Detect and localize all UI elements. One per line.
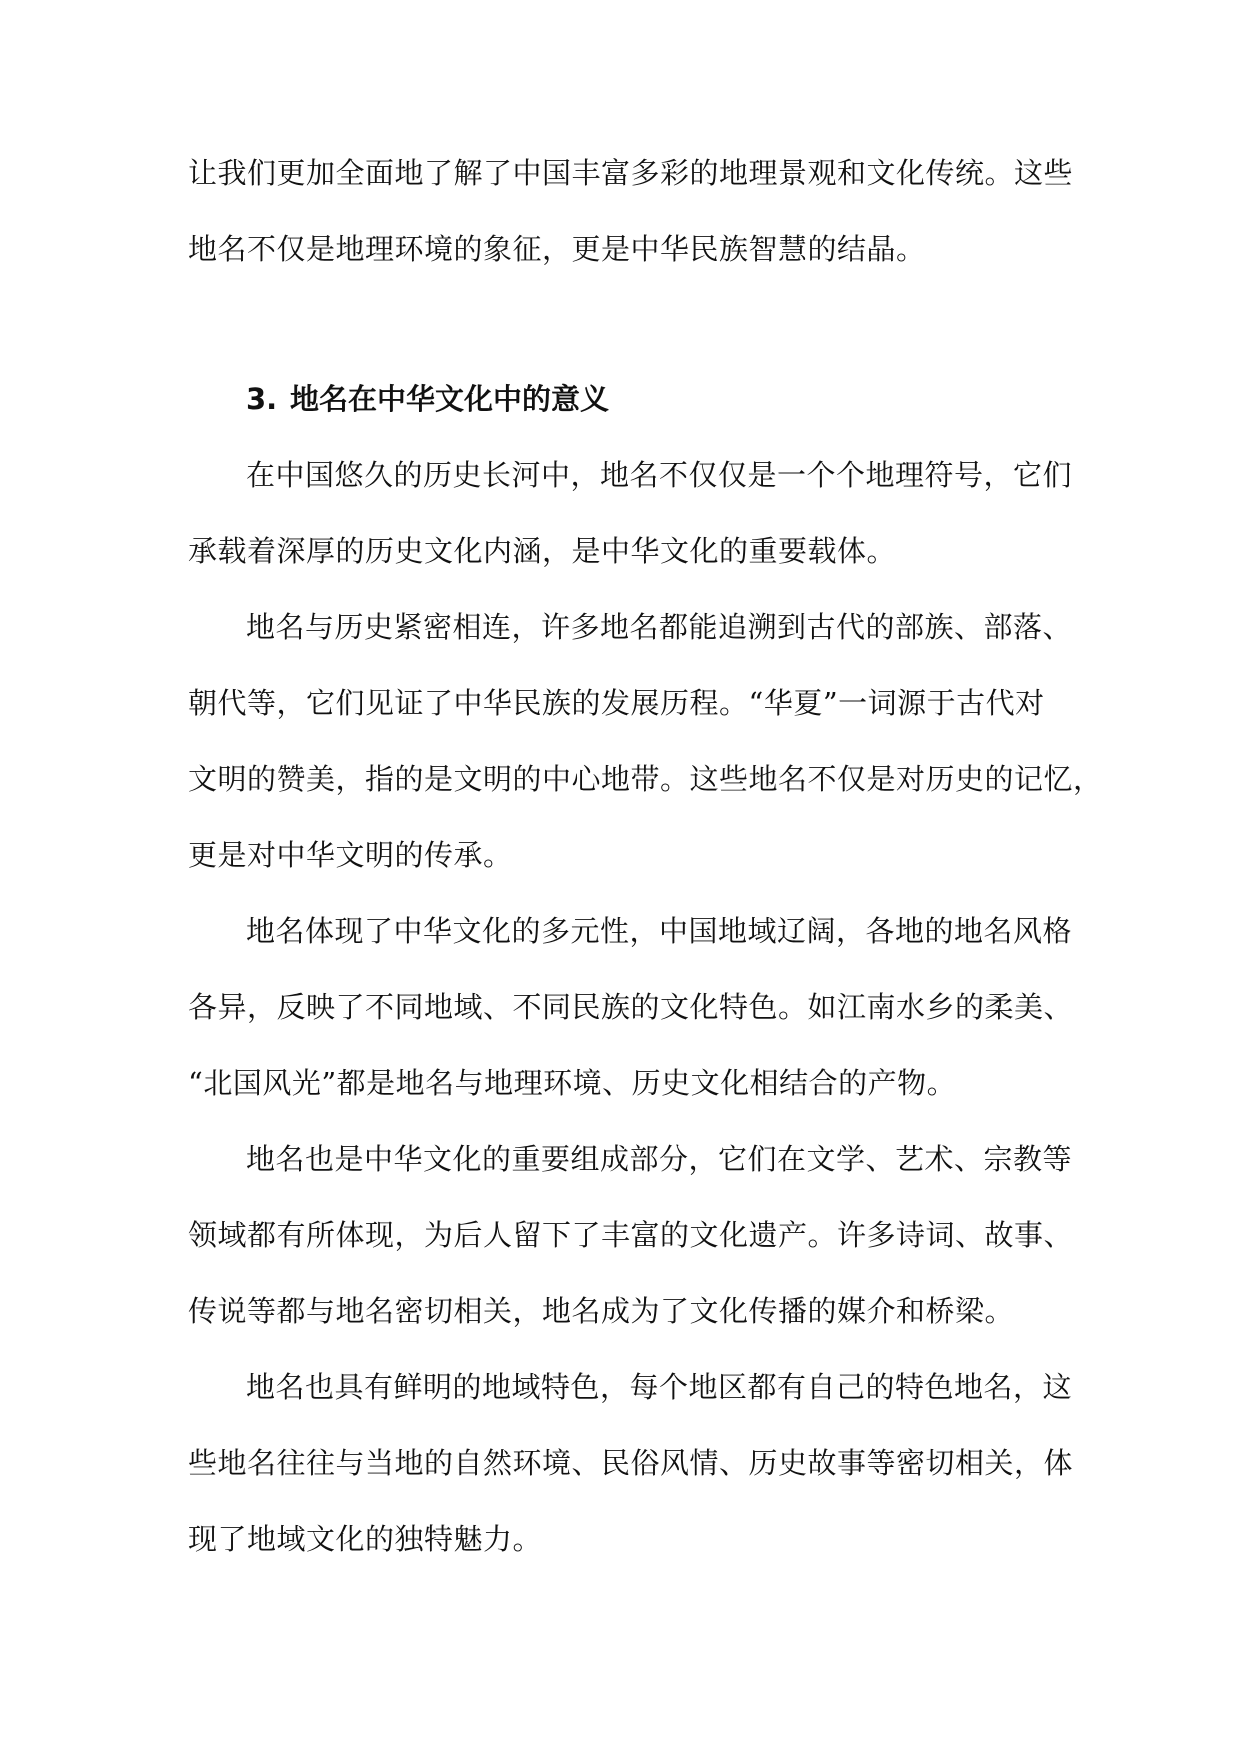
text-line: 文明的赞美，指的是文明的中心地带。这些地名不仅是对历史的记忆，	[188, 762, 1103, 796]
text-line: 更是对中华文明的传承。	[188, 838, 513, 872]
paragraph-5	[188, 1361, 1074, 1589]
text-line: 在中国悠久的历史长河中，地名不仅仅是一个个地理符号，它们	[246, 458, 1073, 492]
section-title: 地名在中华文化中的意义	[290, 382, 610, 416]
paragraph-4	[188, 1133, 1074, 1361]
paragraph-intro	[188, 147, 1074, 299]
text-line: 领域都有所体现，为后人留下了丰富的文化遗产。许多诗词、故事、	[188, 1218, 1074, 1252]
text-line: 传说等都与地名密切相关，地名成为了文化传播的媒介和桥梁。	[188, 1294, 1015, 1328]
text-line: 地名不仅是地理环境的象征，更是中华民族智慧的结晶。	[188, 232, 926, 266]
text-line: 地名与历史紧密相连，许多地名都能追溯到古代的部族、部落、	[246, 610, 1073, 644]
text-line: 地名也具有鲜明的地域特色，每个地区都有自己的特色地名，这	[246, 1370, 1073, 1404]
spacer	[188, 299, 1068, 373]
text-line: 各异，反映了不同地域、不同民族的文化特色。如江南水乡的柔美、	[188, 990, 1074, 1024]
text-line: 地名体现了中华文化的多元性，中国地域辽阔，各地的地名风格	[246, 914, 1073, 948]
paragraph-1	[188, 449, 1073, 601]
paragraph-3	[188, 905, 1074, 1133]
text-line: 让我们更加全面地了解了中国丰富多彩的地理景观和文化传统。这些	[188, 156, 1074, 190]
document-body	[188, 147, 1103, 1589]
section-heading	[188, 373, 1068, 449]
text-line: 地名也是中华文化的重要组成部分，它们在文学、艺术、宗教等	[246, 1142, 1073, 1176]
text-line: 现了地域文化的独特魅力。	[188, 1522, 543, 1556]
section-number: 3.	[246, 382, 278, 416]
text-line: 朝代等，它们见证了中华民族的发展历程。“华夏”一词源于古代对	[188, 686, 1045, 720]
text-line: 承载着深厚的历史文化内涵，是中华文化的重要载体。	[188, 534, 897, 568]
paragraph-2	[188, 601, 1103, 905]
text-line: 些地名往往与当地的自然环境、民俗风情、历史故事等密切相关，体	[188, 1446, 1074, 1480]
text-line: “北国风光”都是地名与地理环境、历史文化相结合的产物。	[188, 1066, 957, 1100]
